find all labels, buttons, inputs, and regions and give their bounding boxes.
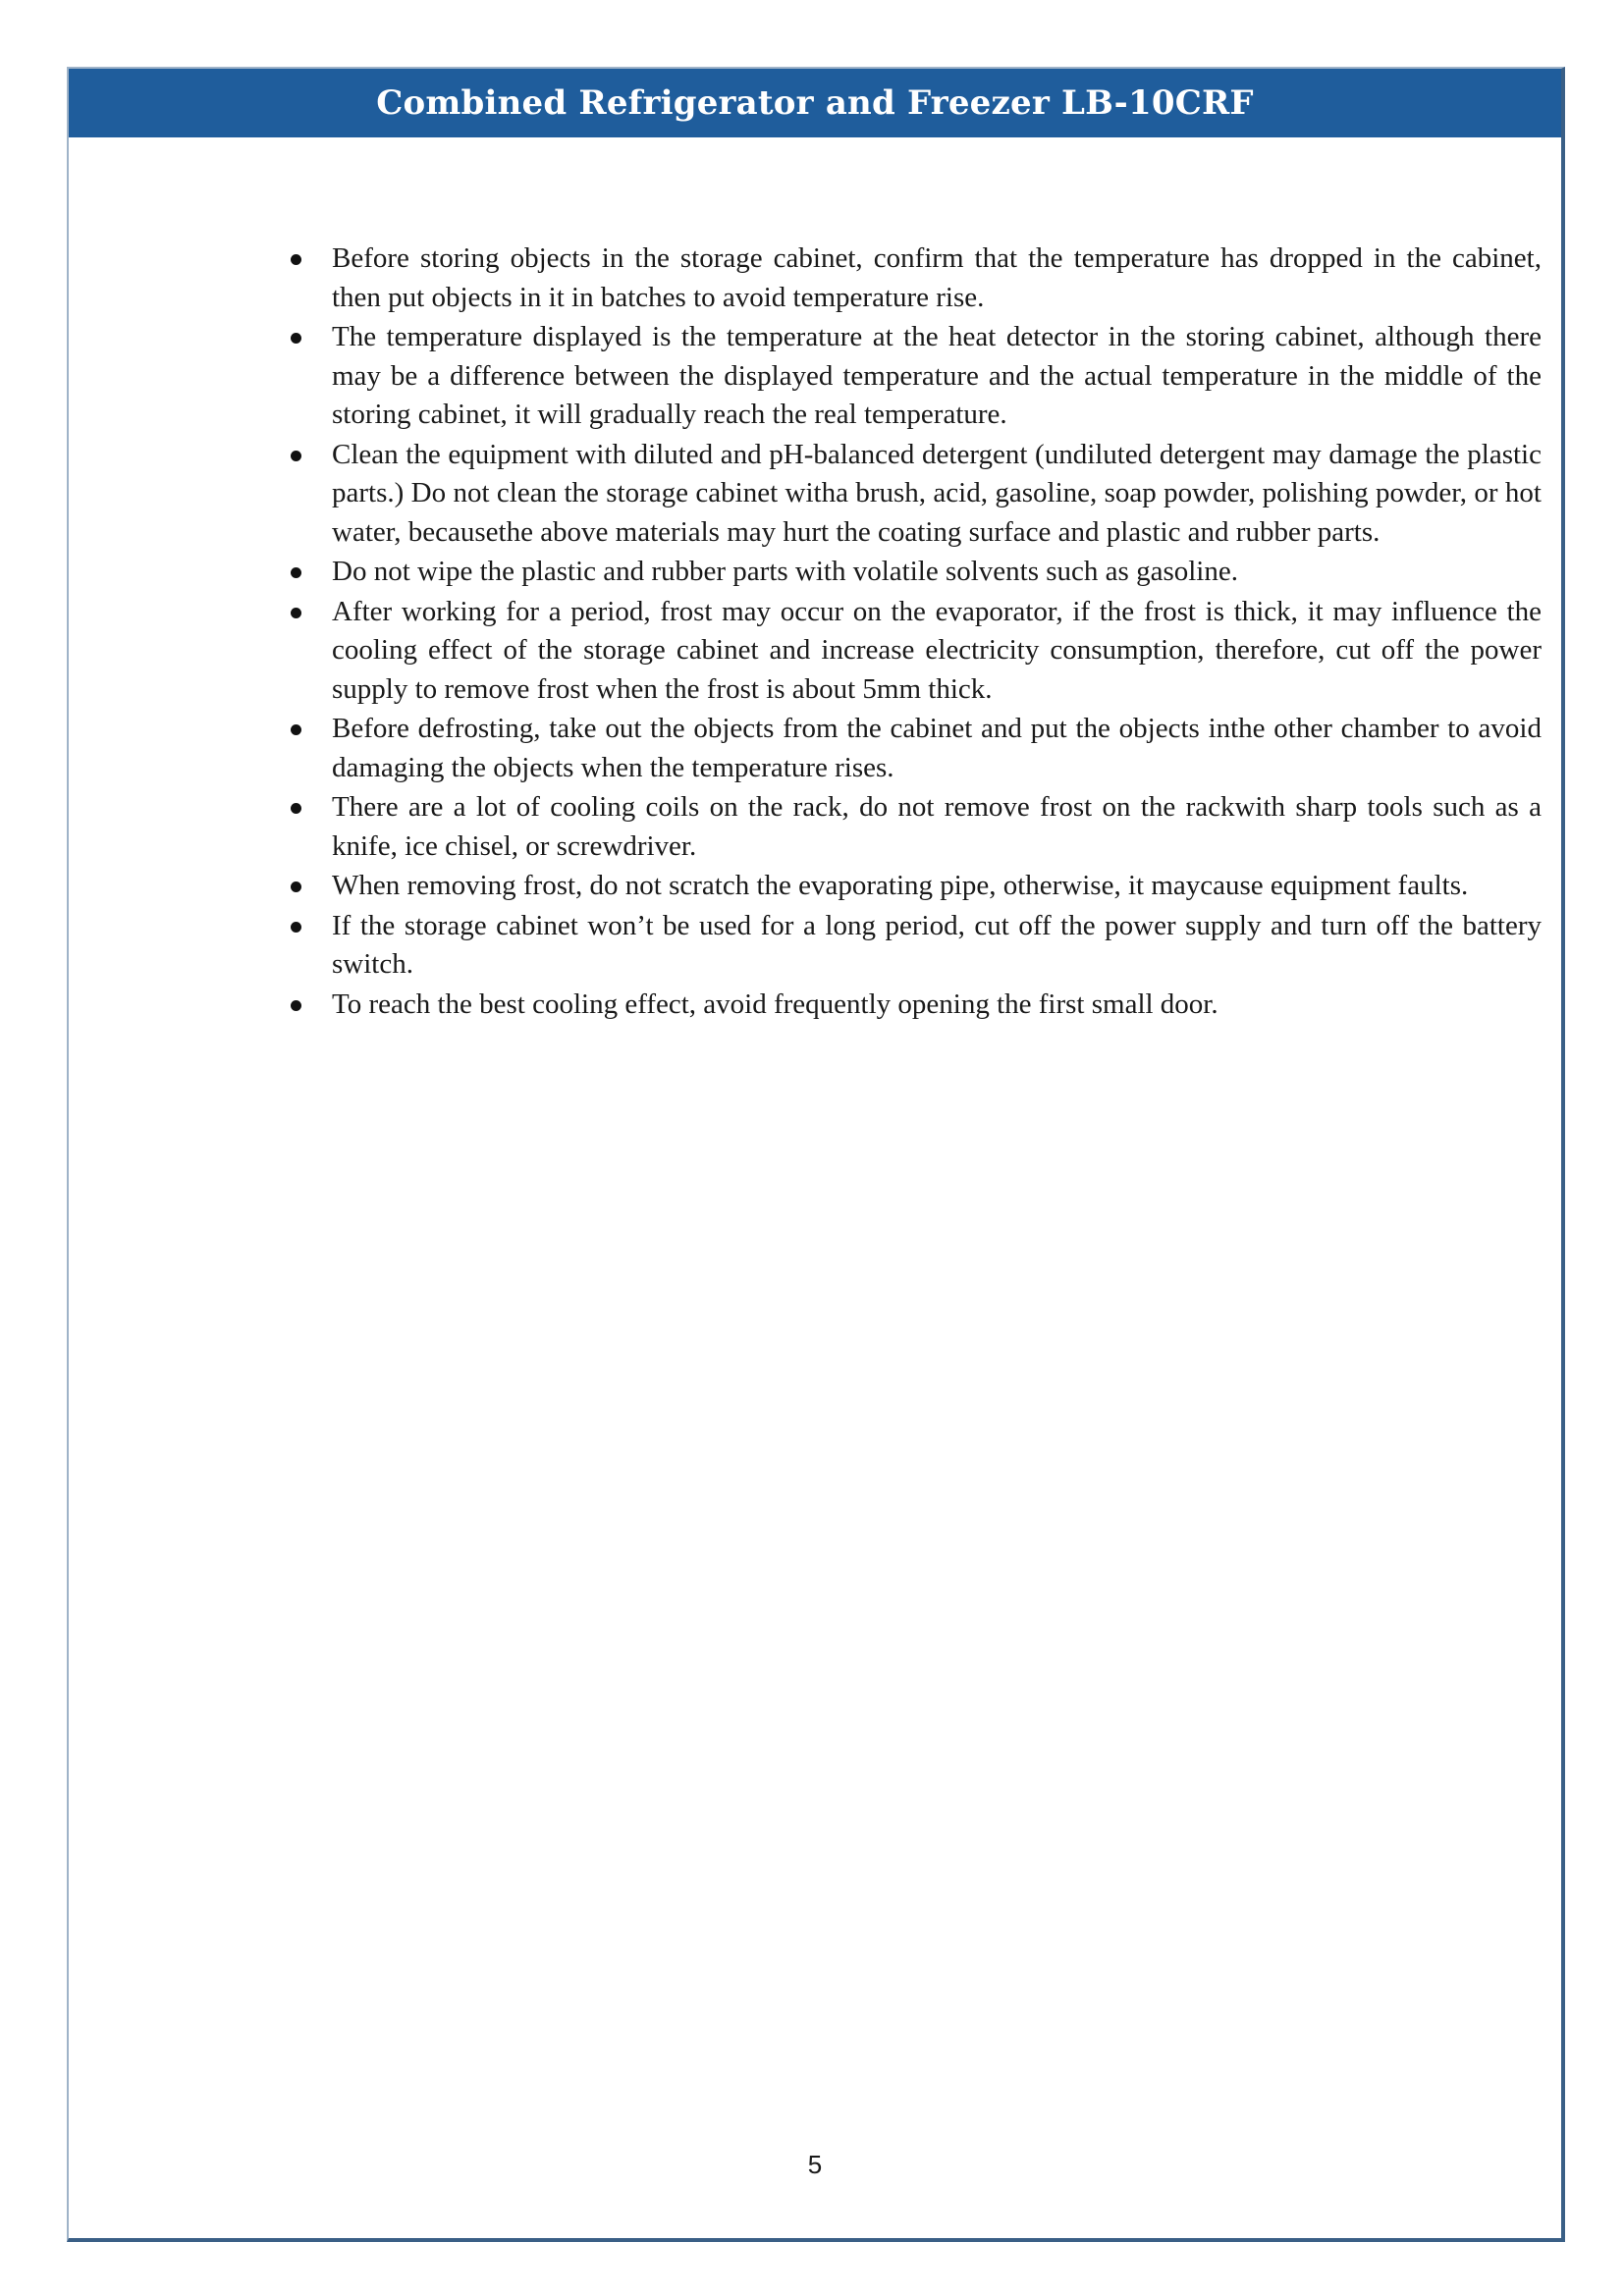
bullet-icon <box>291 803 301 814</box>
list-item-text: The temperature displayed is the temperature at the heat detector in the storing cabinet, although there may be a difference between the displayed temperature and the actual temperature in the middle of the storing cabinet, it will gradually reach the real temperature. <box>332 321 1542 430</box>
list-item <box>287 788 1542 866</box>
bullet-icon <box>291 333 301 344</box>
main-content <box>287 240 1542 1025</box>
list-item-text: To reach the best cooling effect, avoid frequently opening the first small door. <box>332 988 1218 1020</box>
page-number: 5 <box>807 2150 823 2179</box>
bullet-icon <box>291 451 301 461</box>
bullet-icon <box>291 567 301 578</box>
list-item-text: There are a lot of cooling coils on the rack, do not remove frost on the rackwith sharp tools such as a knife, ice chisel, or screwdriver. <box>332 791 1542 862</box>
list-item <box>287 986 1542 1025</box>
bullet-list <box>287 240 1542 1024</box>
list-item <box>287 436 1542 553</box>
header-bar <box>69 69 1561 137</box>
list-item-text: Before defrosting, take out the objects from the cabinet and put the objects inthe other chamber to avoid damaging the objects when the temperature rises. <box>332 713 1542 783</box>
list-item <box>287 240 1542 317</box>
bullet-icon <box>291 881 301 892</box>
bullet-icon <box>291 608 301 618</box>
list-item-text: Before storing objects in the storage cabinet, confirm that the temperature has dropped in the cabinet, then put objects in it in batches to avoid temperature rise. <box>332 242 1542 313</box>
list-item <box>287 593 1542 710</box>
list-item <box>287 867 1542 906</box>
list-item <box>287 318 1542 435</box>
bullet-icon <box>291 724 301 735</box>
list-item <box>287 710 1542 787</box>
list-item <box>287 907 1542 985</box>
bullet-icon <box>291 1000 301 1011</box>
list-item-text: If the storage cabinet won’t be used for a long period, cut off the power supply and turn off the battery switch. <box>332 909 1542 980</box>
bullet-icon <box>291 254 301 265</box>
page-frame <box>67 67 1565 2242</box>
list-item-text: Do not wipe the plastic and rubber parts with volatile solvents such as gasoline. <box>332 556 1238 587</box>
bullet-icon <box>291 922 301 933</box>
list-item <box>287 553 1542 592</box>
list-item-text: After working for a period, frost may occur on the evaporator, if the frost is thick, it may influence the cooling effect of the storage cabinet and increase electricity consumption, therefore, cut off the power supply to remove frost when the frost is about 5mm thick. <box>332 595 1542 705</box>
list-item-text: Clean the equipment with diluted and pH-balanced detergent (undiluted detergent may damage the plastic parts.) Do not clean the storage cabinet witha brush, acid, gasoline, soap powder, polishing powder, or hot water, becausethe above materials may hurt the coating surface and plastic and rubber parts. <box>332 438 1542 548</box>
document-title: Combined Refrigerator and Freezer LB-10CRF <box>376 83 1254 123</box>
list-item-text: When removing frost, do not scratch the evaporating pipe, otherwise, it maycause equipment faults. <box>332 870 1469 901</box>
